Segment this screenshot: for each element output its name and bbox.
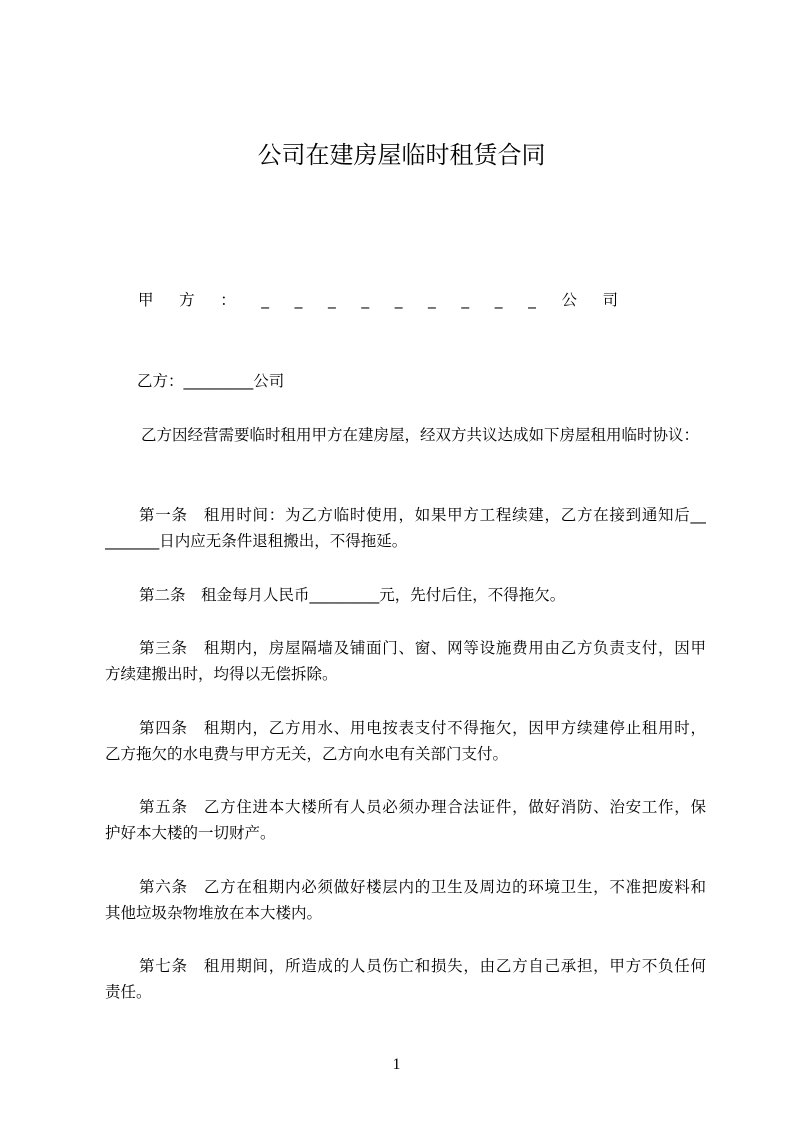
article-6 — [105, 874, 706, 926]
article-line: 第一条 租用时间：为乙方临时使用，如果甲方工程续建，乙方在接到通知后__ — [139, 506, 706, 524]
article-1 — [105, 502, 706, 554]
party-a-line: 甲方：_________公司 — [138, 291, 644, 309]
article-line: 第六条 乙方在租期内必须做好楼层内的卫生及周边的环境卫生，不准把废料和 — [139, 877, 706, 896]
article-line: 第四条 租期内，乙方用水、用电按表支付不得拖欠，因甲方续建停止租用时， — [139, 718, 706, 737]
article-line: 第五条 乙方住进本大楼所有人员必须办理合法证件，做好消防、治安工作，保 — [139, 798, 706, 816]
article-list — [105, 502, 706, 1005]
article-line: 第七条 租用期间，所造成的人员伤亡和损失，由乙方自己承担，甲方不负任何 — [139, 957, 706, 975]
article-line: 乙方拖欠的水电费与甲方无关，乙方向水电有关部门支付。 — [105, 744, 509, 763]
document-title: 公司在建房屋临时租赁合同 — [257, 141, 546, 169]
article-line: 护好本大楼的一切财产。 — [105, 824, 276, 842]
article-4 — [105, 715, 706, 767]
page-number: 1 — [392, 1056, 401, 1073]
article-2 — [105, 582, 706, 608]
article-3 — [105, 635, 706, 687]
article-5 — [105, 794, 706, 846]
intro-paragraph: 乙方因经营需要临时租用甲方在建房屋，经双方共议达成如下房屋租用临时协议： — [141, 426, 700, 444]
article-line: 第三条 租期内，房屋隔墙及铺面门、窗、网等设施费用由乙方负责支付，因甲 — [139, 639, 706, 657]
article-7 — [105, 953, 706, 1005]
article-line: 其他垃圾杂物堆放在本大楼内。 — [105, 903, 323, 922]
article-line: 责任。 — [105, 983, 152, 1001]
article-line: _______日内应无条件退租搬出，不得拖延。 — [105, 532, 408, 550]
article-line: 方续建搬出时，均得以无偿拆除。 — [105, 665, 338, 683]
article-line: 第二条 租金每月人民币_________元，先付后住，不得拖欠。 — [139, 585, 566, 604]
party-b-line: 乙方：_________公司 — [137, 372, 285, 390]
